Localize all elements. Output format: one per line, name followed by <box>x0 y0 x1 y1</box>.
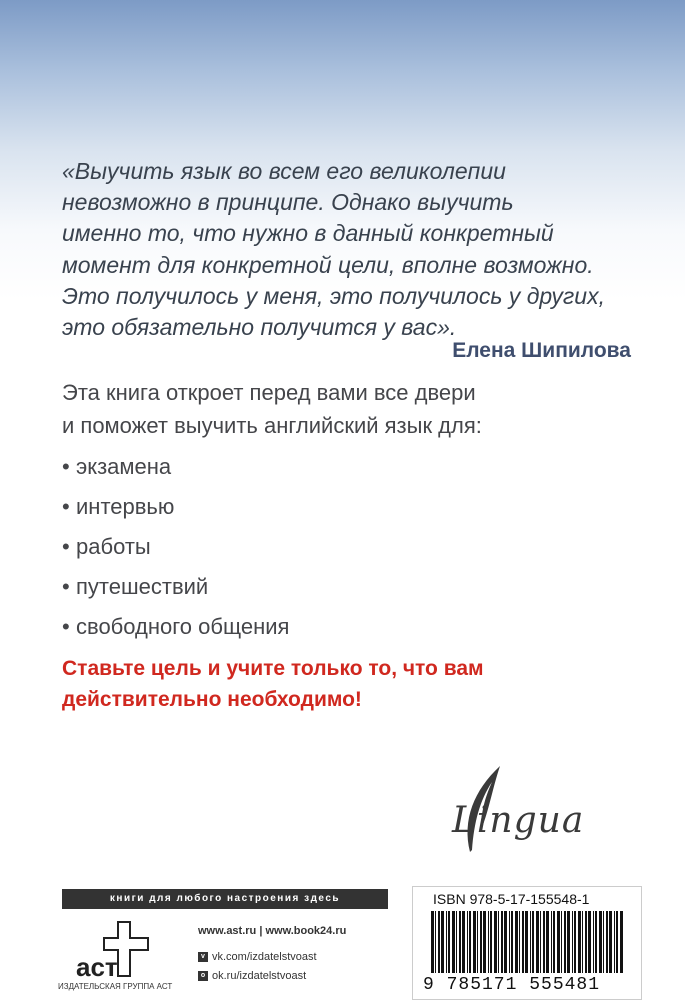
purpose-list <box>62 450 289 650</box>
barcode-stripe <box>473 911 476 973</box>
ast-logo-icon <box>68 918 178 982</box>
bullet-icon: • <box>62 614 70 639</box>
barcode-stripe <box>467 911 468 973</box>
barcode-stripe <box>456 911 457 973</box>
barcode-stripe <box>599 911 602 973</box>
barcode-stripe <box>431 911 434 973</box>
barcode-stripe <box>561 911 562 973</box>
list-item: • экзамена <box>62 450 289 490</box>
quote-line: Это получилось у меня, это получилось у других, <box>62 282 605 309</box>
barcode-stripe <box>515 911 518 973</box>
barcode-stripe <box>519 911 520 973</box>
barcode-stripe <box>551 911 552 973</box>
intro-text <box>62 376 652 442</box>
quote-line: именно то, что нужно в данный конкретный <box>62 220 554 247</box>
barcode-stripe <box>620 911 623 973</box>
bullet-icon: • <box>62 494 70 519</box>
barcode-stripe <box>593 911 594 973</box>
quote-author: Елена Шипилова <box>452 339 631 362</box>
barcode-stripe <box>585 911 587 973</box>
bullet-icon: • <box>62 534 70 559</box>
quote-line: момент для конкретной цели, вполне возможно. <box>62 251 594 278</box>
barcode-stripe <box>530 911 531 973</box>
lingua-logo <box>422 760 602 860</box>
vk-link[interactable]: v vk.com/izdatelstvoast <box>198 947 346 966</box>
barcode-stripe <box>494 911 497 973</box>
bullet-icon: • <box>62 574 70 599</box>
barcode-stripe <box>480 911 482 973</box>
barcode-stripe <box>488 911 489 973</box>
barcode-stripe <box>553 911 555 973</box>
barcode <box>412 886 642 1000</box>
barcode-stripe <box>609 911 612 973</box>
quote-line: «Выучить язык во всем его великолепии <box>62 158 506 184</box>
barcode-stripe <box>574 911 576 973</box>
barcode-stripe <box>546 911 549 973</box>
intro-line: и поможет выучить английский язык для: <box>62 413 482 438</box>
barcode-stripe <box>477 911 478 973</box>
barcode-stripe <box>462 911 465 973</box>
barcode-stripe <box>536 911 539 973</box>
barcode-stripe <box>469 911 471 973</box>
barcode-stripe <box>606 911 608 973</box>
barcode-stripe <box>511 911 513 973</box>
quote-line: невозможно в принципе. Однако выучить <box>62 189 514 216</box>
barcode-stripe <box>522 911 524 973</box>
intro-line: Эта книга откроет перед вами все двери <box>62 380 476 405</box>
list-item: • свободного общения <box>62 610 289 650</box>
barcode-stripe <box>567 911 570 973</box>
barcode-stripe <box>616 911 618 973</box>
quote-block <box>62 156 642 343</box>
isbn-number: ISBN 978-5-17-155548-1 <box>433 891 590 907</box>
publisher-links <box>198 925 346 985</box>
barcode-stripe <box>564 911 566 973</box>
publisher-caption: ИЗДАТЕЛЬСКАЯ ГРУППА АСТ <box>58 982 173 991</box>
barcode-stripe <box>448 911 450 973</box>
barcode-stripe <box>498 911 499 973</box>
barcode-stripe <box>572 911 573 973</box>
bullet-icon: • <box>62 454 70 479</box>
barcode-digits: 9 785171 555481 <box>423 975 601 995</box>
tagline: книги для любого настроения здесь <box>109 893 341 904</box>
quote-line: это обязательно получится у вас». <box>62 314 457 341</box>
ast-logo-text: аст <box>76 952 118 982</box>
barcode-stripe <box>557 911 560 973</box>
barcode-stripe <box>582 911 583 973</box>
barcode-stripe <box>435 911 436 973</box>
barcode-stripe <box>490 911 492 973</box>
ok-link[interactable]: o ok.ru/izdatelstvoast <box>198 966 346 985</box>
tagline-bar <box>62 889 388 909</box>
barcode-stripe <box>441 911 444 973</box>
vk-icon: v <box>198 952 208 962</box>
callout-line: Ставьте цель и учите только то, что вам <box>62 657 484 680</box>
barcode-stripe <box>595 911 597 973</box>
barcode-stripe <box>504 911 507 973</box>
barcode-stripe <box>501 911 503 973</box>
barcode-stripe <box>452 911 455 973</box>
barcode-stripe <box>459 911 461 973</box>
ok-icon: o <box>198 971 208 981</box>
barcode-bars <box>423 911 631 973</box>
lingua-wordmark: Lingua <box>452 800 585 841</box>
barcode-stripe <box>543 911 545 973</box>
list-item: • работы <box>62 530 289 570</box>
barcode-stripe <box>525 911 528 973</box>
barcode-stripe <box>446 911 447 973</box>
barcode-stripe <box>588 911 591 973</box>
barcode-stripe <box>603 911 604 973</box>
barcode-stripe <box>614 911 615 973</box>
list-item: • интервью <box>62 490 289 530</box>
barcode-stripe <box>532 911 534 973</box>
barcode-stripe <box>483 911 486 973</box>
callout-line: действительно необходимо! <box>62 688 362 711</box>
barcode-stripe <box>540 911 541 973</box>
callout-text <box>62 653 662 715</box>
barcode-stripe <box>438 911 440 973</box>
list-item: • путешествий <box>62 570 289 610</box>
publisher-sites[interactable]: www.ast.ru | www.book24.ru <box>198 925 347 937</box>
barcode-stripe <box>509 911 510 973</box>
barcode-stripe <box>578 911 581 973</box>
